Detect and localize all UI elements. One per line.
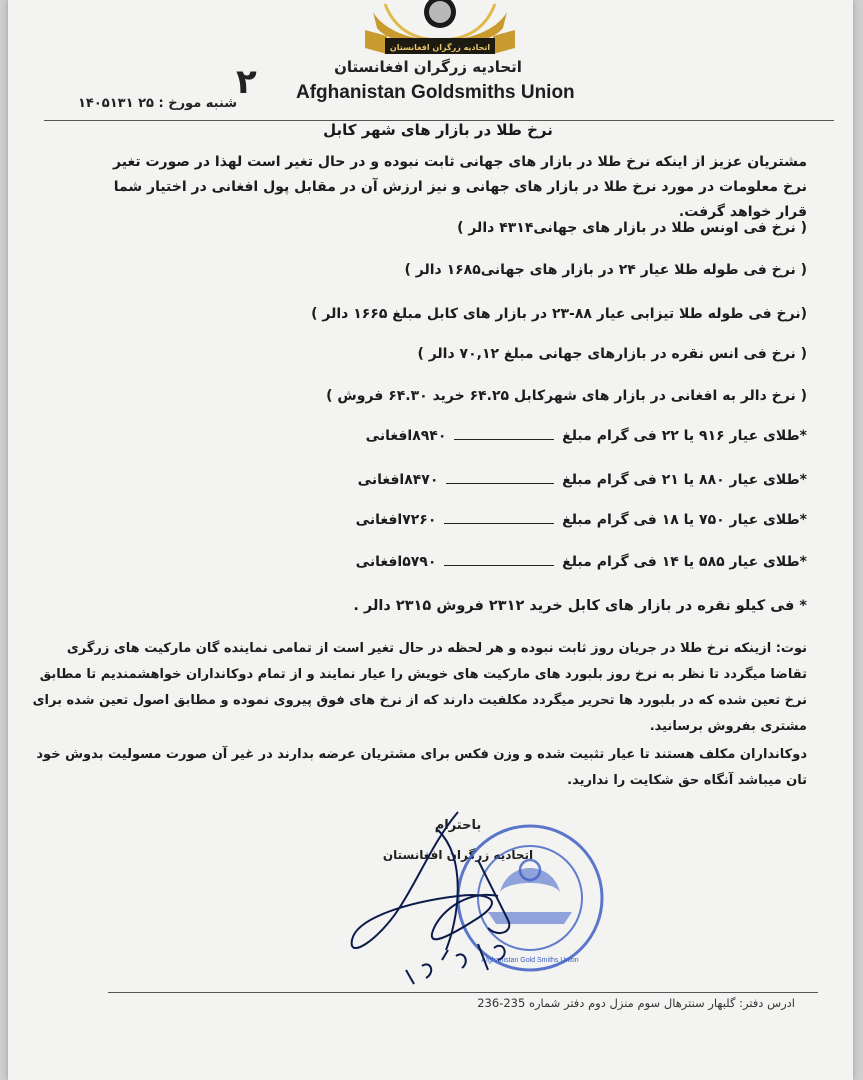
item-label: *طلای عیار ۹۱۶ یا ۲۲ فی گرام مبلغ — [562, 428, 807, 444]
intro-paragraph: مشتریان عزیز از اینکه نرخ طلا در بازار های جهانی ثابت نبوده و در حال تغیر است لهذا در صورت تغیر نرخ معلومات در مورد نرخ طلا در بازار های جهانی و نیز ارزش آن در مقابل پول افغانی در اختیار شما قرار خواهد گرفت. — [113, 154, 807, 220]
item-label: *طلای عیار ۷۵۰ یا ۱۸ فی گرام مبلغ — [562, 512, 807, 528]
org-name-en: Afghanistan Goldsmiths Union — [296, 82, 575, 103]
org-name-fa: اتحادیه زرگران افغانستان — [334, 58, 522, 76]
handwritten-date — [406, 944, 505, 984]
closing-regards: باحترام — [434, 818, 482, 833]
date-line: شنبه مورخ : ۲۵ ۱۴۰۵۱۳۱ — [78, 96, 238, 111]
page-title: نرخ طلا در بازار های شهر کابل — [323, 121, 553, 139]
item-value: ۵۷۹۰افغانی — [355, 554, 437, 570]
logo-text: اتحادیه زرگران افغانستان — [389, 43, 491, 52]
list-item — [337, 428, 807, 444]
seal-and-signature — [338, 800, 638, 1000]
signatory-name: اتحادیه زرگران افغانستان — [382, 848, 534, 862]
office-address: ادرس دفتر: گلبهار سنترهال سوم منزل دوم دفتر شماره 235-236 — [477, 996, 795, 1010]
item-value: ۸۴۷۰افغانی — [357, 472, 439, 488]
letter-number: ۲ — [236, 62, 257, 102]
item-label: *طلای عیار ۸۸۰ یا ۲۱ فی گرام مبلغ — [562, 472, 807, 488]
footer-divider — [108, 992, 818, 993]
note-paragraph: نوت: ازینکه نرخ طلا در جریان روز ثابت نبوده و هر لحظه در حال تغیر است از تمامی نماینده گان مارکیت های زرگری تقاضا میگردد تا نظر به نرخ روز بلبورد های مارکیت های خویش را عیار نمایند و از تمام دوکانداران خواهشمندیم تا مطابق نرخ تعین شده که در بلبورد ها تحریر میگردد مکلفیت دارند که از نرخ های فوق پیروی نموده و مطابق اصول تعین شده برای مشتری بفروش برسانید. — [32, 641, 807, 734]
item-value: ۷۲۶۰افغانی — [355, 512, 437, 528]
list-item — [337, 554, 807, 570]
rate-silver-ounce: ( نرخ فی انس نقره در بازارهای جهانی مبلغ ۷۰,۱۲ دالر ) — [417, 346, 807, 362]
rate-tola-24: ( نرخ فی طوله طلا عیار ۲۴ در بازار های جهانی۱۶۸۵ دالر ) — [404, 262, 807, 278]
rate-tola-kabul: (نرخ فی طوله طلا تیزابی عیار ۸۸-۲۳ در بازار های کابل مبلغ ۱۶۶۵ دالر ) — [311, 306, 807, 322]
item-label: *طلای عیار ۵۸۵ یا ۱۴ فی گرام مبلغ — [562, 554, 807, 570]
rate-ounce: ( نرخ فی اونس طلا در بازار های جهانی۴۳۱۴ دالر ) — [457, 220, 807, 236]
item-value: ۸۹۴۰افغانی — [365, 428, 447, 444]
union-logo — [365, 0, 515, 58]
rate-dollar: ( نرخ دالر به افغانی در بازار های شهرکابل ۶۴.۲۵ خرید ۶۴.۳۰ فروش ) — [326, 388, 807, 404]
handwritten-signature — [352, 812, 510, 950]
letter-page — [8, 0, 853, 1080]
list-item — [337, 472, 807, 488]
duty-paragraph: دوکانداران مکلف هستند تا عیار تثبیت شده و وزن فکس برای مشتریان عرضه بدارند در غیر آن صورت مسولیت بدوش خود تان میباشد آنگاه حق شکایت را ندارید. — [36, 747, 807, 788]
silver-kilo-rate: * فی کیلو نقره در بازار های کابل خرید ۲۳۱۲ فروش ۲۳۱۵ دالر . — [353, 598, 807, 614]
list-item — [337, 512, 807, 528]
seal-text: Afghanistan Gold Smiths Union — [481, 957, 579, 964]
